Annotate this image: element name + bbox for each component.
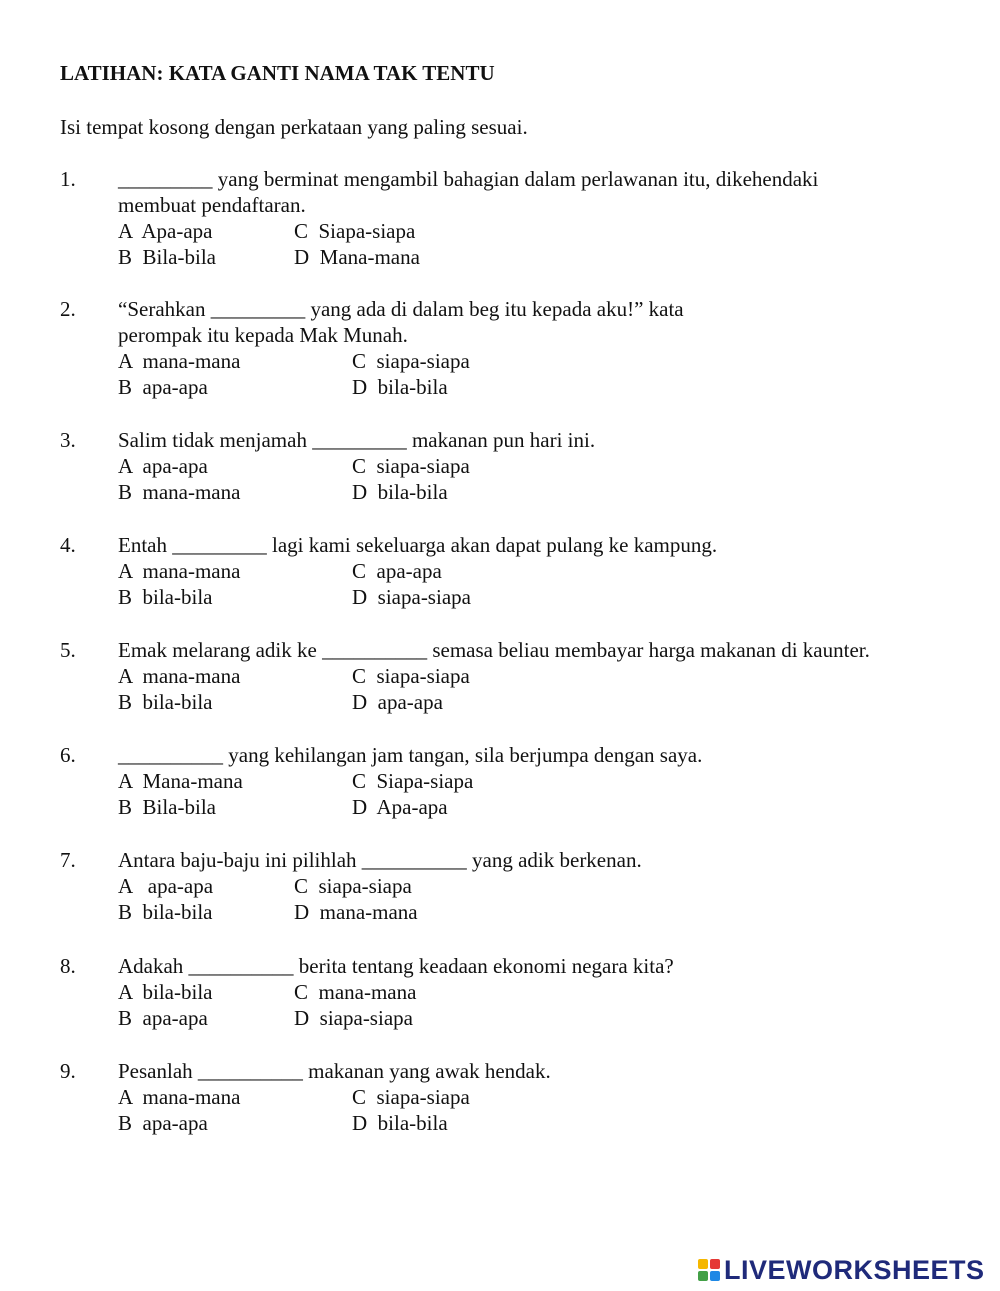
option-d[interactable]: D siapa-siapa: [294, 1006, 413, 1030]
question-text-line: Salim tidak menjamah _________ makanan pun hari ini.: [118, 428, 596, 452]
option-c[interactable]: C apa-apa: [352, 559, 442, 583]
option-d[interactable]: D mana-mana: [294, 900, 418, 924]
logo-square: [698, 1271, 708, 1281]
question-4: [60, 532, 960, 610]
logo-square: [710, 1259, 720, 1269]
option-b[interactable]: B Bila-bila: [118, 245, 216, 269]
option-c[interactable]: C Siapa-siapa: [294, 219, 416, 243]
question-2: [60, 296, 960, 400]
question-number: 2.: [60, 297, 76, 321]
option-c[interactable]: C mana-mana: [294, 980, 417, 1004]
question-text-line: membuat pendaftaran.: [118, 193, 306, 217]
option-a[interactable]: A bila-bila: [118, 980, 213, 1004]
question-number: 9.: [60, 1059, 76, 1083]
option-a[interactable]: A apa-apa: [118, 454, 208, 478]
question-number: 5.: [60, 638, 76, 662]
question-number: 8.: [60, 954, 76, 978]
option-c[interactable]: C siapa-siapa: [352, 664, 470, 688]
logo-square: [710, 1271, 720, 1281]
question-6: [60, 742, 960, 820]
option-c[interactable]: C siapa-siapa: [352, 454, 470, 478]
question-number: 6.: [60, 743, 76, 767]
question-number: 7.: [60, 848, 76, 872]
option-d[interactable]: D Apa-apa: [352, 795, 448, 819]
option-a[interactable]: A mana-mana: [118, 559, 241, 583]
option-b[interactable]: B bila-bila: [118, 900, 213, 924]
question-7: [60, 847, 960, 925]
option-b[interactable]: B apa-apa: [118, 1111, 208, 1135]
question-number: 4.: [60, 533, 76, 557]
liveworksheets-logo: [698, 1255, 985, 1285]
option-b[interactable]: B mana-mana: [118, 480, 241, 504]
question-text-line: Emak melarang adik ke __________ semasa beliau membayar harga makanan di kaunter.: [118, 638, 870, 662]
question-number: 1.: [60, 167, 76, 191]
question-8: [60, 953, 960, 1031]
option-d[interactable]: D bila-bila: [352, 1111, 448, 1135]
logo-text: LIVEWORKSHEETS: [724, 1255, 985, 1285]
option-d[interactable]: D apa-apa: [352, 690, 443, 714]
question-text-line: perompak itu kepada Mak Munah.: [118, 323, 408, 347]
question-5: [60, 637, 960, 715]
option-c[interactable]: C Siapa-siapa: [352, 769, 474, 793]
option-a[interactable]: A mana-mana: [118, 349, 241, 373]
question-text-line: __________ yang kehilangan jam tangan, sila berjumpa dengan saya.: [118, 743, 703, 767]
option-a[interactable]: A mana-mana: [118, 1085, 241, 1109]
option-d[interactable]: D bila-bila: [352, 480, 448, 504]
question-text-line: “Serahkan _________ yang ada di dalam beg itu kepada aku!” kata: [118, 297, 684, 321]
question-text-line: Adakah __________ berita tentang keadaan ekonomi negara kita?: [118, 954, 674, 978]
option-b[interactable]: B Bila-bila: [118, 795, 216, 819]
question-text-line: Entah _________ lagi kami sekeluarga akan dapat pulang ke kampung.: [118, 533, 718, 557]
option-a[interactable]: A apa-apa: [118, 874, 214, 898]
logo-square: [698, 1259, 708, 1269]
question-1: [60, 166, 960, 270]
option-a[interactable]: A Mana-mana: [118, 769, 243, 793]
option-d[interactable]: D siapa-siapa: [352, 585, 471, 609]
option-b[interactable]: B bila-bila: [118, 690, 213, 714]
question-3: [60, 427, 960, 505]
question-9: [60, 1058, 960, 1136]
option-c[interactable]: C siapa-siapa: [352, 349, 470, 373]
option-b[interactable]: B apa-apa: [118, 375, 208, 399]
option-d[interactable]: D Mana-mana: [294, 245, 420, 269]
option-a[interactable]: A mana-mana: [118, 664, 241, 688]
option-a[interactable]: A Apa-apa: [118, 219, 213, 243]
worksheet-title: LATIHAN: KATA GANTI NAMA TAK TENTU: [60, 61, 495, 85]
question-text-line: Pesanlah __________ makanan yang awak hendak.: [118, 1059, 551, 1083]
option-b[interactable]: B bila-bila: [118, 585, 213, 609]
option-d[interactable]: D bila-bila: [352, 375, 448, 399]
instruction-text: Isi tempat kosong dengan perkataan yang paling sesuai.: [60, 115, 528, 139]
option-c[interactable]: C siapa-siapa: [352, 1085, 470, 1109]
option-b[interactable]: B apa-apa: [118, 1006, 208, 1030]
question-number: 3.: [60, 428, 76, 452]
logo-mark-icon: [698, 1259, 720, 1281]
question-text-line: Antara baju-baju ini pilihlah __________ yang adik berkenan.: [118, 848, 642, 872]
option-c[interactable]: C siapa-siapa: [294, 874, 412, 898]
question-text-line: _________ yang berminat mengambil bahagian dalam perlawanan itu, dikehendaki: [118, 167, 819, 191]
